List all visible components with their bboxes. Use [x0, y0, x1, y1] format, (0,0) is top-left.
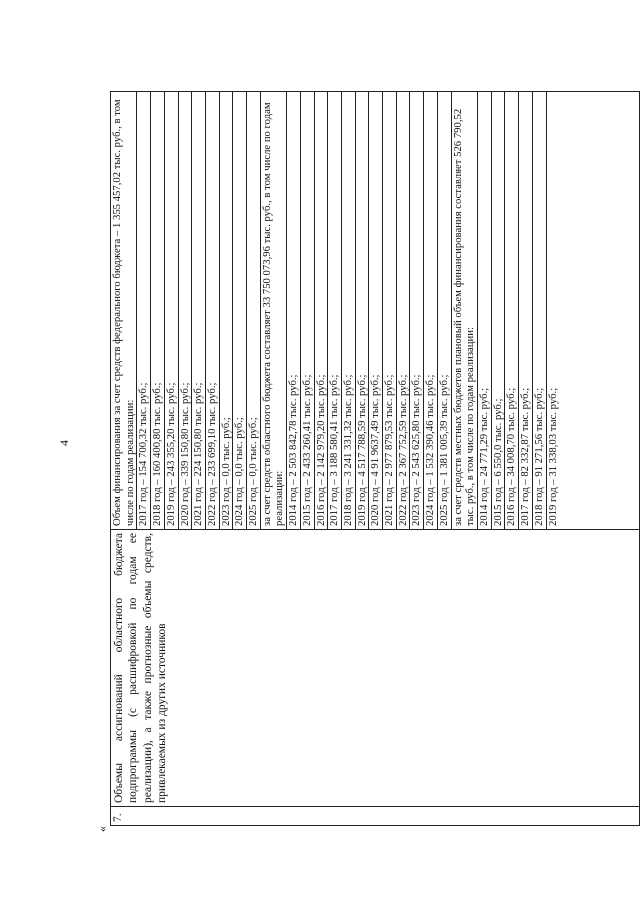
- federal-year-line: 2025 год – 0,0 тыс. руб.;: [247, 92, 261, 529]
- regional-year-line: 2021 год – 2 977 879,53 тыс. руб.;: [383, 92, 397, 529]
- federal-year-line: 2019 год – 243 355,20 тыс. руб.;: [165, 92, 179, 529]
- federal-year-line: 2020 год – 339 150,80 тыс. руб.;: [179, 92, 193, 529]
- regional-intro: за счет средств областного бюджета составляет 33 750 073,96 тыс. руб., в том числе по годам реализации:: [261, 92, 287, 529]
- regional-year-line: 2018 год – 3 241 331,32 тыс. руб.;: [342, 92, 356, 529]
- regional-year-line: 2019 год – 4 517 788,59 тыс. руб.;: [356, 92, 370, 529]
- regional-year-line: 2025 год – 1 381 005,39 тыс. руб.;: [438, 92, 452, 529]
- regional-year-line: 2016 год – 2 142 979,20 тыс. руб.;: [315, 92, 329, 529]
- table-row: [111, 92, 640, 826]
- federal-year-line: 2021 год – 224 150,80 тыс. руб.;: [192, 92, 206, 529]
- regional-year-line: 2015 год – 2 433 260,41 тыс. руб.;: [301, 92, 315, 529]
- local-year-line: 2016 год – 34 008,70 тыс. руб.;: [505, 92, 519, 529]
- opening-quote-mark: «: [95, 826, 109, 832]
- regional-year-line: 2022 год – 2 367 752,59 тыс. руб.;: [397, 92, 411, 529]
- federal-year-line: 2017 год – 154 700,32 тыс. руб.;: [137, 92, 151, 529]
- row-label: Объемы ассигнований областного бюджета подпрограммы (с расшифровкой по годам ее реализации), а также прогнозные объемы средств, привлекаемых из других источников: [111, 530, 640, 807]
- local-intro: за счет средств местных бюджетов плановый объем финансирования составляет 526 790,52 тыс. руб., в том числе по годам реализации:: [452, 92, 478, 529]
- local-year-line: 2015 год – 6 550,0 тыс. руб.;: [492, 92, 506, 529]
- federal-year-line: 2024 год – 0,0 тыс. руб.;: [233, 92, 247, 529]
- federal-year-line: 2023 год – 0,0 тыс. руб.;: [220, 92, 234, 529]
- local-year-line: 2017 год – 82 332,87 тыс. руб.;: [519, 92, 533, 529]
- rotated-table-container: [110, 91, 640, 826]
- regional-year-line: 2020 год – 4 91 9637,49 тыс. руб.;: [369, 92, 383, 529]
- regional-year-line: 2017 год – 3 188 580,41 тыс. руб.;: [328, 92, 342, 529]
- local-year-line: 2019 год – 31 338,03 тыс. руб.;: [546, 387, 559, 526]
- row-number: 7.: [111, 807, 640, 826]
- funding-table: [110, 91, 640, 826]
- local-year-line: 2018 год – 91 271,56 тыс. руб.;: [533, 92, 547, 529]
- regional-year-line: 2024 год – 1 532 390,46 тыс. руб.;: [424, 92, 438, 529]
- regional-year-line: 2023 год – 2 543 625,80 тыс. руб.;: [410, 92, 424, 529]
- federal-year-line: 2022 год – 233 699,10 тыс. руб.;: [206, 92, 220, 529]
- funding-details: [111, 92, 640, 530]
- federal-intro: Объем финансирования за счет средств федерального бюджета – 1 355 457,02 тыс. руб., в том числе по годам реализации:: [111, 92, 137, 529]
- local-year-line: 2014 год – 24 771,29 тыс. руб.;: [478, 92, 492, 529]
- federal-year-line: 2018 год – 160 400,80 тыс. руб.;: [151, 92, 165, 529]
- regional-year-line: 2014 год – 2 503 842,78 тыс. руб.;: [287, 92, 301, 529]
- page-number: 4: [57, 440, 71, 446]
